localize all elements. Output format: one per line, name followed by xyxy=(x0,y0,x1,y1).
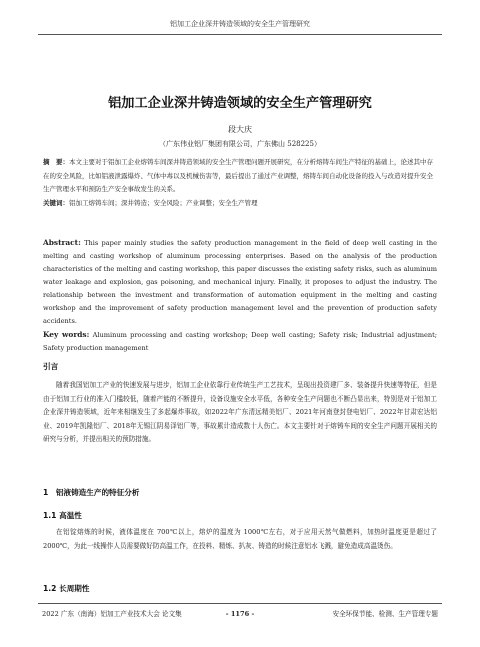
section-heading-intro: 引言 xyxy=(43,362,59,371)
chinese-keywords xyxy=(43,197,437,211)
keywords-en-text: Aluminum processing and casting workshop; Deep well casting; Safety risk; Industrial adjustment; Safety production management xyxy=(43,331,437,352)
section-heading-1-2: 1.2 长周期性 xyxy=(43,584,90,593)
english-keywords xyxy=(43,328,437,355)
running-head: 铝加工企业深井铸造领域的安全生产管理研究 xyxy=(38,14,442,35)
abstract-cn-text: 本文主要对于铝加工企业熔铸车间深井铸造领域的安全生产管理问题开展研究，在分析熔铸车间生产特征的基础上，论述其中存在的安全风险，比如铝液泄露爆炸、气体中毒以及机械伤害等，最后提出了通过产业调整，熔铸车间自动化设备的投入与改造对提升安全生产管理水平和预防生产安全事故发生的关系。 xyxy=(43,158,433,193)
english-abstract-block xyxy=(43,236,437,355)
intro-paragraph: 随着我国铝加工产业的快速发展与进步，铝加工企业依靠行业传统生产工艺技术，呈现出投资建厂多、装备提升快速等特征，但是由于铝加工行业的准入门槛较低，随着产能的不断提升，设备设施安全水平低，各种安全生产问题也不断凸显出来，特别是对于铝加工企业深井铸造领域，近年来相继发生了多起爆炸事故，如2022年广东清远精美铝厂、2021年河南登封登电铝厂、2022年甘肃宏达铝业、2019年凯隆铝厂、2018年无锡江阴易泽铝厂等，事故累计造成数十人伤亡。本文主要针对于熔铸车间的安全生产问题开展相关的研究与分析，并提出相关的预防措施。 xyxy=(43,381,437,443)
paper-title: 铝加工企业深井铸造领域的安全生产管理研究 xyxy=(108,96,372,111)
abstract-cn-label: 摘 要： xyxy=(43,158,69,166)
section-heading-1: 1 铝液铸造生产的特征分析 xyxy=(43,488,140,497)
keywords-en-label: Key words: xyxy=(43,330,90,339)
chinese-abstract-block xyxy=(43,156,437,210)
chinese-abstract xyxy=(43,156,437,197)
section-1-1-paragraph: 在铝锭熔炼的时候，液体温度在 700℃以上，熔炉的温度为 1000℃左右，对于应用天然气做燃料，加热时温度更是超过了 2000℃，为此一线操作人员需要做好防高温工作，在投料、精炼、扒灰、铸造的时候注意铝水飞溅，避免造成高温烫伤。 xyxy=(43,528,437,550)
abstract-en-text: This paper mainly studies the safety production management in the field of deep well casting in the melting and casting workshop of aluminum processing enterprises. Based on the analysis of the production characteristics of the melting and casting workshop, this paper discusses the existing safety risks, such as aluminum water leakage and explosion, gas poisoning, and mechanical injury. Finally, it proposes to adjust the industry. The relationship between the investment and transformation of automation equipment in the melting and casting workshop and the improvement of safety production management level and the prevention of production safety accidents. xyxy=(43,239,437,325)
author-name: 段大庆 xyxy=(228,125,252,134)
english-abstract xyxy=(43,236,437,328)
keywords-cn-text: 铝加工熔铸车间；深井铸造；安全风险；产业调整；安全生产管理 xyxy=(69,198,258,207)
keywords-cn-label: 关键词： xyxy=(43,198,69,207)
page-number: - 1176 - xyxy=(225,610,255,618)
author-affiliation: （广东伟业铝厂集团有限公司，广东佛山 528225） xyxy=(159,140,321,148)
footer-topic: 安全环保节能、检测、生产管理专题 xyxy=(332,610,438,618)
section-heading-1-1: 1.1 高温性 xyxy=(43,511,82,520)
footer-proceedings: 2022 广东（南海）铝加工产业技术大会 论文集 xyxy=(42,610,182,618)
abstract-en-label: Abstract: xyxy=(43,238,81,247)
page-footer xyxy=(38,603,442,620)
